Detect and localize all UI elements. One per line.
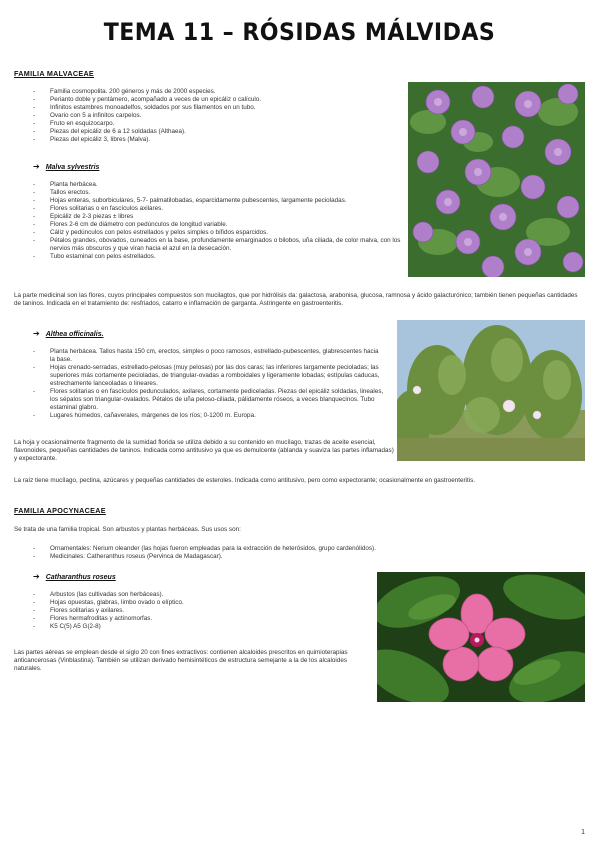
list-item: - K5 C(5) A5 G(2-8) — [33, 623, 353, 631]
malva-characteristics — [33, 181, 401, 261]
list-item: - Fruto en esquizocarpo. — [33, 120, 393, 128]
list-item: - Piezas del epicáliz 3, libres (Malva). — [33, 136, 393, 144]
list-item: - Hojas opuestas, glabras, limbo ovado o elíptico. — [33, 599, 353, 607]
list-item: - Pétalos grandes, obovados, cuneados en la base, profundamente emarginados o bilobos, uña ciliada, de color malva, con los nervios más obscuros y que viran hacia el azul en la desecación. — [33, 237, 401, 253]
althea-characteristics — [33, 348, 385, 420]
apocynaceae-uses — [33, 545, 583, 561]
althea-paragraph-root: La raíz tiene mucílago, pectina, azúcares y pequeñas cantidades de esteroles. Indicada como antitusivo, pero como expectorante; ocasionalmente en gastroenteritis. — [14, 477, 475, 484]
species-name: Malva sylvestris — [45, 164, 100, 171]
althea-officinalis-photo — [397, 320, 585, 461]
list-item: - Planta herbácea. Tallos hasta 150 cm, erectos, simples o poco ramosos, estrellado-pubescentes, glabrescentes hacia la base. — [33, 348, 385, 364]
list-item: - Flores 2-6 cm de diámetro con pedúnculos de longitud variable. — [33, 221, 401, 229]
catharanthus-roseus-photo — [377, 572, 585, 702]
list-item: - Flores solitarias o en fascículos axilares. — [33, 205, 401, 213]
arrow-right-icon: ➔ — [33, 162, 40, 171]
list-item: - Piezas del epicáliz de 6 a 12 soldadas (Althaea). — [33, 128, 393, 136]
list-item: - Perianto doble y pentámero, acompañado a veces de un epicáliz o calículo. — [33, 96, 393, 104]
list-item: - Hojas enteras, suborbiculares, 5-7- palmatilobadas, esparcidamente pubescentes, largamente pecioladas. — [33, 197, 401, 205]
list-item: - Lugares húmedos, cañaverales, márgenes de los ríos; 0-1200 m. Europa. — [33, 412, 385, 420]
list-item: - Arbustos (las cultivadas son herbáceas). — [33, 591, 353, 599]
list-item: - Infinitos estambres monoadelfos, soldados por sus filamentos en un tubo. — [33, 104, 393, 112]
althea-paragraph-leaf: La hoja y ocasionalmente fragmento de la sumidad florida se utiliza debido a su contenido en mucílago, trazas de aceite esencial, flavonoides, pequeñas cantidades de taninos. Indicada como antitusivo ya que es demulcente (ablanda y suaviza las partes inflamadas) y expectorante. — [14, 439, 394, 462]
list-item: - Medicinales: Catheranthus roseus (Pervinca de Madagascar). — [33, 553, 583, 561]
list-item: - Cáliz y pedúnculos con pelos estrellados y pelos simples o bífidos esparcidos. — [33, 229, 401, 237]
arrow-right-icon: ➔ — [33, 572, 40, 581]
catharanthus-paragraph: Las partes aéreas se emplean desde el siglo 20 con fines extractivos: contienen alcaloides prescritos en quimioterapias anticancerosas (Vinblastina). También se utilizan derivado hemisintéticos de estructura semejante a la de los alcaloides naturales. — [14, 649, 348, 672]
list-item: - Ornamentales: Nerium oleander (las hojas fueron empleadas para la extracción de heterósidos, grupo cardenólidos). — [33, 545, 583, 553]
list-item: - Ovario con 5 a infinitos carpelos. — [33, 112, 393, 120]
page-number: 1 — [581, 829, 585, 836]
list-item: - Familia cosmopolita. 200 géneros y más de 2000 especies. — [33, 88, 393, 96]
list-item: - Flores solitarias y axilares. — [33, 607, 353, 615]
heading-malvaceae: FAMILIA MALVACEAE — [14, 69, 95, 78]
species-heading-malva — [33, 162, 99, 172]
list-item: - Flores solitarias o en fascículos pedunculados, axilares, cortamente pediceladas. Piezas del epicáliz soldadas, lineales, los sépalos son triangular-ovalados. Pétalos de uña peloso-ciliada, pálidamente róseos, a veces blanquecinos. Tubo estaminal glabro. — [33, 388, 385, 412]
species-name: Catharanthus roseus — [45, 574, 116, 581]
list-item: - Flores hermafroditas y actinomorfas. — [33, 615, 353, 623]
list-item: - Hojas crenado-serradas, estrellado-pelosas (muy pelosas) por las dos caras; las inferiores largamente pecioladas; las superiores más cortamente pecioladas, de triangular-ovadas a romboidales y ligeramente lobadas; estípulas caducas, estrechamente lanceoladas o lineares. — [33, 364, 385, 388]
list-item: - Tubo estaminal con pelos estrellados. — [33, 253, 401, 261]
malva-sylvestris-photo — [408, 82, 585, 277]
malvaceae-characteristics — [33, 88, 393, 144]
malva-paragraph: La parte medicinal son las flores, cuyos principales compuestos son mucilagtos, que por hidrólisis da: galactosa, arabonisa, glucosa, ramnosa y ácido galacturónico; también tienen pequeñas cantidades de taninos. Indicada en el tratamiento de: resfriados, catarro e inflamación de garganta. Astringente en gastroenteritis. — [14, 292, 578, 307]
list-item: - Planta herbácea. — [33, 181, 401, 189]
page-title: TEMA 11 – RÓSIDAS MÁLVIDAS — [103, 18, 496, 46]
heading-apocynaceae: FAMILIA APOCYNACEAE — [14, 506, 106, 515]
arrow-right-icon: ➔ — [33, 329, 40, 338]
species-heading-althea — [33, 329, 104, 339]
list-item: - Tallos erectos. — [33, 189, 401, 197]
species-name: Althea officinalis. — [45, 331, 104, 338]
list-item: - Epicáliz de 2-3 piezas ± libres — [33, 213, 401, 221]
catharanthus-characteristics — [33, 591, 353, 631]
apocynaceae-intro: Se trata de una familia tropical. Son arbustos y plantas herbáceas. Sus usos son: — [14, 526, 241, 533]
species-heading-catharanthus — [33, 572, 116, 582]
